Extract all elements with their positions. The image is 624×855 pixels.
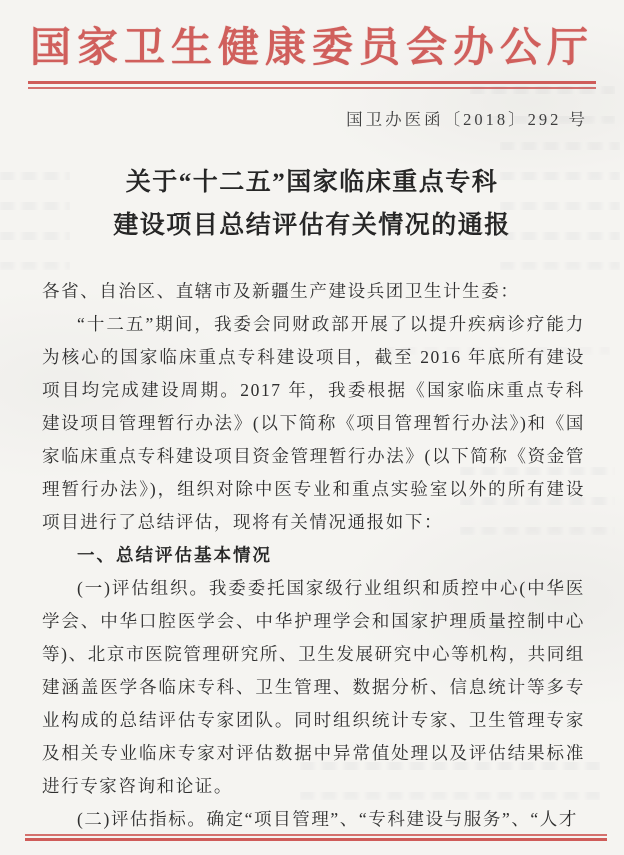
bleed-through-artifact [460,465,615,535]
bleed-through-artifact [0,150,70,270]
section1-heading: 一、总结评估基本情况 [77,545,272,565]
paragraph-intro: “十二五”期间，我委会同财政部开展了以提升疾病诊疗能力为核心的国家临床重点专科建设项目，截至 2016 年底所有建设项目均完成建设周期。2017 年，我委根据《国家临床重点专科建设项目管理暂行办法》(以下简称《项目管理暂行办法》)和《国家临床重点专科建设项目资金管理暂行办法》(以下简称《资金管理暂行办法》)，组织对除中医专业和重点实验室以外的所有建设项目进行了总结评估，现将有关情况通报如下： [42,314,585,532]
letterhead-org-name: 国家卫生健康委员会办公厅 [30,24,594,70]
rule-thick-line [25,838,607,841]
bleed-through-artifact [470,84,615,124]
document-number: 国卫办医函〔2018〕292 号 [346,110,588,129]
document-title-line1: 关于“十二五”国家临床重点专科 [125,169,499,196]
document-title-line2: 建设项目总结评估有关情况的通报 [113,212,511,239]
salutation-line: 各省、自治区、直辖市及新疆生产建设兵团卫生计生委： [42,281,520,301]
footer-double-rule [25,834,607,841]
paragraph-assessment-indicator: (二)评估指标。确定“项目管理”、“专科建设与服务”、“人才 [77,809,578,829]
bleed-through-artifact [380,325,610,355]
bleed-through-artifact [300,740,600,800]
paragraph-assessment-organization: (一)评估组织。我委委托国家级行业组织和质控中心(中华医学会、中华口腔医学会、中华护理学会和国家护理质量控制中心等)、北京市医院管理研究所、卫生发展研究中心等机构，共同组建涵盖医学各临床专科、卫生管理、数据分析、信息统计等多专业构成的总结评估专家团队。同时组织统计专家、卫生管理专家及相关专业临床专家对评估数据中异常值处理以及评估结果标准进行专家咨询和论证。 [42,578,585,796]
bleed-through-artifact [500,140,620,270]
